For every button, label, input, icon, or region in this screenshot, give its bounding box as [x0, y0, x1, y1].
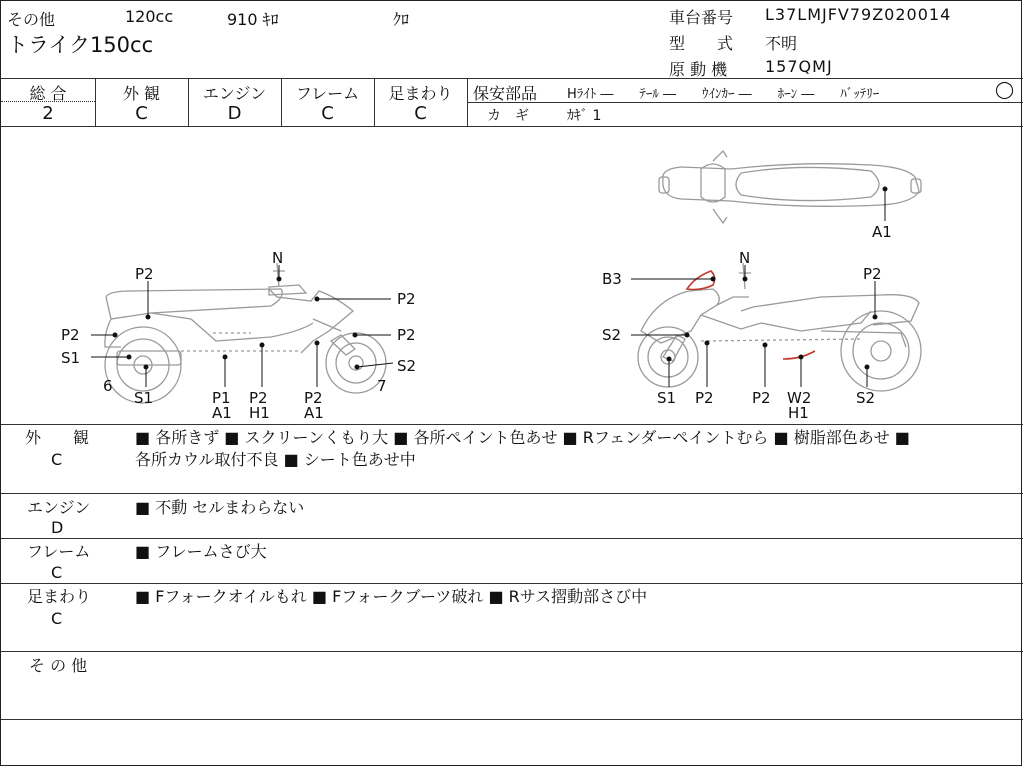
- diagram-label: P2: [249, 389, 268, 407]
- damage-diagram: [1, 127, 1023, 425]
- frame-notes-text: ■ フレームさび大: [135, 542, 267, 561]
- engine-notes-grade: D: [51, 518, 64, 537]
- frame-notes-grade: C: [51, 563, 63, 582]
- exterior-notes-label: 外 観: [25, 428, 90, 447]
- safety-title: 保安部品: [473, 84, 538, 103]
- diagram-label: S1: [657, 389, 677, 407]
- suspension-notes-label: 足まわり: [27, 587, 92, 606]
- divider: [1, 651, 1023, 652]
- frame-notes-label: フレーム: [27, 542, 91, 561]
- grade-exterior-label: 外 観: [122, 84, 161, 103]
- diagram-label: 6: [103, 377, 113, 395]
- frame-no-label: 車台番号: [669, 8, 734, 27]
- left-side-bike-illustration: [105, 263, 386, 403]
- engine-model: 157QMJ: [765, 57, 833, 76]
- engine-notes-text: ■ 不動 セルまわらない: [135, 498, 305, 517]
- diagram-label: S2: [397, 357, 417, 375]
- diagram-label: P1: [212, 389, 231, 407]
- diagram-label: 7: [377, 377, 387, 395]
- damage-mark-b3: [687, 271, 715, 290]
- divider: [1, 583, 1023, 584]
- divider: [467, 78, 468, 126]
- diagram-label: S1: [61, 349, 81, 367]
- grade-suspension-value: C: [414, 103, 427, 124]
- exterior-notes-text: ■ 各所きず ■ スクリーンくもり大 ■ 各所ペイント色あせ ■ Rフェンダーペイントむら ■ 樹脂部色あせ ■ 各所カウル取付不良 ■ シート色あせ中: [135, 428, 910, 469]
- divider: [1, 78, 1023, 79]
- diagram-label: A1: [872, 223, 892, 241]
- grade-suspension-label: 足まわり: [388, 84, 453, 103]
- diagram-label: S1: [134, 389, 154, 407]
- grade-overall-label: 総 合: [29, 84, 67, 103]
- diagram-label: H1: [788, 404, 809, 422]
- type-label: 型 式: [669, 34, 734, 53]
- key-value: ｶｷﾞ 1: [567, 108, 602, 124]
- divider: [1, 493, 1023, 494]
- type-value: 不明: [765, 34, 798, 53]
- diagram-label: P2: [752, 389, 771, 407]
- diagram-label: P2: [61, 326, 80, 344]
- diagram-label: S2: [602, 326, 622, 344]
- diagram-label: P2: [135, 265, 154, 283]
- category: その他: [7, 10, 56, 29]
- mileage: 910 ｷﾛ: [227, 10, 279, 29]
- diagram-label: P2: [695, 389, 714, 407]
- divider: [467, 102, 1023, 103]
- diagram-label: N: [739, 249, 751, 267]
- diagram-label: H1: [249, 404, 270, 422]
- suspension-notes-text: ■ Fフォークオイルもれ ■ Fフォークブーツ破れ ■ Rサス摺動部さび中: [135, 587, 648, 606]
- key-label: カ ギ: [487, 108, 529, 124]
- grade-engine-label: エンジン: [202, 84, 267, 103]
- diagram-label: B3: [602, 270, 622, 288]
- diagram-label: P2: [863, 265, 882, 283]
- model-name: トライク150cc: [7, 33, 154, 57]
- diagram-label: S2: [856, 389, 876, 407]
- grade-overall-value: 2: [42, 103, 54, 124]
- frame-no: L37LMJFV79Z020014: [765, 5, 952, 24]
- diagram-label: P2: [397, 326, 416, 344]
- divider: [1, 719, 1023, 720]
- safety-items: Hﾗｲﾄ ― ﾃｰﾙ ― ｳｲﾝｶｰ ― ﾎｰﾝ ― ﾊﾞｯﾃﾘｰ: [567, 87, 880, 102]
- grade-frame-value: C: [321, 103, 334, 124]
- diagram-label: A1: [212, 404, 232, 422]
- top-view-bike-illustration: [659, 151, 921, 223]
- diagram-label: N: [272, 249, 284, 267]
- diagram-label: P2: [304, 389, 323, 407]
- displacement: 120cc: [125, 7, 174, 26]
- diagram-label: W2: [787, 389, 812, 407]
- exterior-notes-grade: C: [51, 450, 63, 469]
- color: ｸﾛ: [393, 10, 410, 29]
- battery-ok-icon: ◯: [995, 80, 1015, 100]
- diagram-label: A1: [304, 404, 324, 422]
- engine-notes-label: エンジン: [27, 498, 91, 517]
- divider: [1, 424, 1023, 425]
- grade-frame-label: フレーム: [295, 84, 360, 103]
- engine-label: 原 動 機: [669, 60, 728, 79]
- grade-engine-value: D: [227, 103, 242, 124]
- grade-exterior-value: C: [135, 103, 148, 124]
- diagram-label: P2: [397, 290, 416, 308]
- suspension-notes-grade: C: [51, 609, 63, 628]
- other-notes-label: そ の 他: [29, 656, 88, 675]
- divider: [1, 538, 1023, 539]
